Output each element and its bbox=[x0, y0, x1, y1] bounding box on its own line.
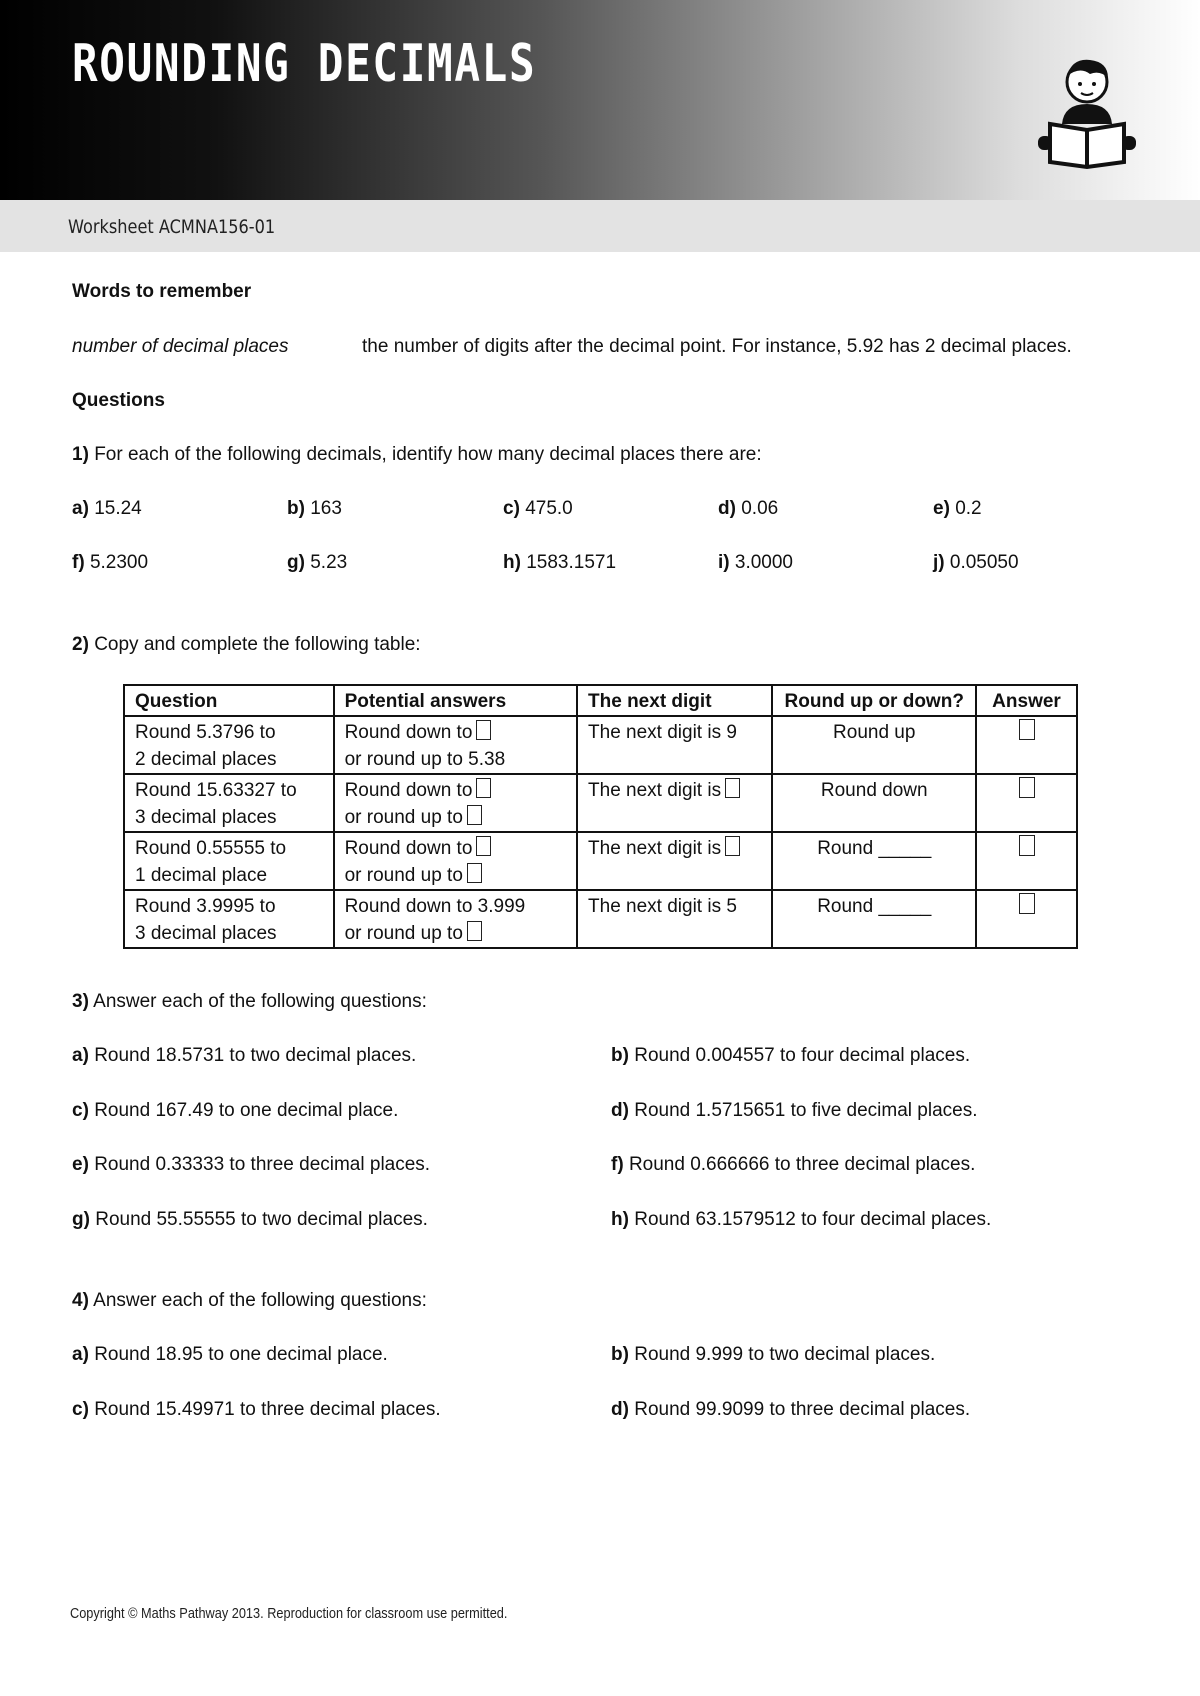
question-cell bbox=[124, 774, 334, 832]
item-text: Round 99.9099 to three decimal places. bbox=[634, 1398, 971, 1420]
answer-box[interactable] bbox=[1019, 893, 1035, 914]
potential-answers-cell bbox=[334, 832, 577, 890]
q3-item bbox=[72, 1154, 430, 1176]
next-digit-cell bbox=[577, 890, 772, 948]
item-text: Round 18.5731 to two decimal places. bbox=[94, 1045, 417, 1066]
table-row bbox=[124, 832, 1077, 890]
item-label: i) bbox=[718, 552, 730, 573]
round-up-text: or round up to bbox=[344, 923, 463, 944]
glossary-definition: the number of digits after the decimal point. For instance, 5.92 has 2 decimal places. bbox=[362, 336, 1072, 357]
question-line-1: Round 5.3796 to bbox=[135, 722, 276, 743]
table-row bbox=[124, 890, 1077, 948]
item-label: a) bbox=[72, 498, 89, 519]
worksheet-title: ROUNDING DECIMALS bbox=[72, 34, 537, 94]
answer-box[interactable] bbox=[725, 836, 740, 856]
q4-prompt: 4) Answer each of the following questions: bbox=[72, 1290, 427, 1311]
words-heading: Words to remember bbox=[72, 281, 252, 302]
question-line-2: 3 decimal places bbox=[135, 923, 277, 944]
answer-box[interactable] bbox=[467, 863, 482, 883]
item-label: e) bbox=[933, 498, 950, 519]
question-cell bbox=[124, 890, 334, 948]
header-answer: Answer bbox=[976, 685, 1077, 716]
round-up-line bbox=[345, 920, 566, 947]
round-down-text: Round down to bbox=[344, 780, 473, 801]
q1-item bbox=[287, 552, 347, 574]
item-text: Round 63.1579512 to four decimal places. bbox=[634, 1208, 992, 1230]
answer-cell bbox=[976, 774, 1077, 832]
q2-prompt: 2) Copy and complete the following table: bbox=[72, 634, 421, 655]
q1-item bbox=[503, 498, 573, 520]
q4-item bbox=[72, 1399, 441, 1421]
round-down-text: Round down to bbox=[344, 838, 473, 859]
round-down-text: Round down to 3.999 bbox=[344, 896, 526, 917]
answer-box[interactable] bbox=[467, 805, 482, 825]
answer-box[interactable] bbox=[476, 836, 491, 856]
item-label: d) bbox=[718, 498, 736, 519]
q3-item bbox=[611, 1209, 991, 1231]
q4-item bbox=[72, 1344, 388, 1366]
round-direction-cell: Round _____ bbox=[772, 832, 976, 890]
round-direction-cell: Round up bbox=[772, 716, 976, 774]
header-potential-answers: Potential answers bbox=[334, 685, 577, 716]
next-digit-cell bbox=[577, 716, 772, 774]
potential-answers-cell bbox=[334, 716, 577, 774]
round-up-text: or round up to bbox=[344, 865, 463, 886]
round-up-text: or round up to bbox=[344, 807, 463, 828]
item-label: a) bbox=[72, 1045, 89, 1066]
question-cell bbox=[124, 716, 334, 774]
round-direction-cell: Round _____ bbox=[772, 890, 976, 948]
item-label: h) bbox=[503, 552, 521, 573]
q4-item bbox=[611, 1344, 935, 1366]
q1-item bbox=[933, 552, 1019, 574]
answer-box[interactable] bbox=[1019, 777, 1035, 798]
round-up-line bbox=[345, 804, 566, 831]
next-digit-text: The next digit is bbox=[588, 780, 722, 801]
item-label: d) bbox=[611, 1398, 629, 1420]
item-label: c) bbox=[503, 498, 520, 519]
round-up-line bbox=[345, 746, 566, 773]
rounding-table bbox=[123, 684, 1078, 949]
question-line-2: 2 decimal places bbox=[135, 749, 277, 770]
next-digit-text: The next digit is 9 bbox=[588, 722, 737, 743]
worksheet-code: Worksheet ACMNA156-01 bbox=[68, 216, 276, 238]
item-value: 15.24 bbox=[94, 498, 142, 519]
item-label: b) bbox=[611, 1344, 629, 1365]
question-line-2: 3 decimal places bbox=[135, 807, 277, 828]
answer-box[interactable] bbox=[476, 720, 491, 740]
item-value: 0.06 bbox=[741, 498, 779, 519]
item-value: 5.2300 bbox=[89, 552, 149, 573]
item-label: j) bbox=[933, 552, 945, 573]
next-digit-text: The next digit is 5 bbox=[588, 896, 737, 917]
item-value: 0.2 bbox=[955, 498, 982, 519]
answer-box[interactable] bbox=[1019, 719, 1035, 740]
item-text: Round 0.33333 to three decimal places. bbox=[94, 1154, 431, 1175]
q3-item bbox=[72, 1209, 428, 1231]
next-digit-text: The next digit is bbox=[588, 838, 722, 859]
answer-cell bbox=[976, 832, 1077, 890]
potential-answers-cell bbox=[334, 890, 577, 948]
item-value: 3.0000 bbox=[734, 552, 794, 573]
header-next-digit: The next digit bbox=[577, 685, 772, 716]
student-reading-icon bbox=[1032, 52, 1142, 172]
q3-item bbox=[611, 1154, 975, 1176]
answer-box[interactable] bbox=[1019, 835, 1035, 856]
q1-item bbox=[72, 552, 148, 574]
q1-item bbox=[718, 552, 793, 574]
glossary-term: number of decimal places bbox=[72, 336, 289, 357]
round-down-text: Round down to bbox=[344, 722, 473, 743]
item-value: 1583.1571 bbox=[526, 552, 617, 573]
item-value: 163 bbox=[310, 498, 342, 519]
answer-box[interactable] bbox=[467, 921, 482, 941]
item-label: f) bbox=[72, 552, 85, 573]
q3-item bbox=[611, 1100, 978, 1122]
q4-item bbox=[611, 1399, 970, 1421]
q1-item bbox=[287, 498, 342, 520]
item-text: Round 9.999 to two decimal places. bbox=[634, 1344, 936, 1365]
item-value: 5.23 bbox=[310, 552, 348, 573]
potential-answers-cell bbox=[334, 774, 577, 832]
answer-cell bbox=[976, 890, 1077, 948]
table-header-row bbox=[124, 685, 1077, 716]
item-label: g) bbox=[287, 552, 305, 573]
copyright-footer: Copyright © Maths Pathway 2013. Reproduction for classroom use permitted. bbox=[70, 1605, 508, 1622]
q1-item bbox=[933, 498, 982, 520]
round-down-line bbox=[345, 719, 566, 746]
item-label: g) bbox=[72, 1208, 90, 1230]
item-label: a) bbox=[72, 1344, 89, 1365]
item-text: Round 55.55555 to two decimal places. bbox=[95, 1208, 428, 1230]
q1-item bbox=[72, 498, 142, 520]
round-down-line bbox=[345, 835, 566, 862]
question-line-1: Round 0.55555 to bbox=[135, 838, 287, 859]
header-question: Question bbox=[124, 685, 334, 716]
next-digit-cell bbox=[577, 774, 772, 832]
q3-item bbox=[72, 1100, 398, 1122]
header-round-up-or-down: Round up or down? bbox=[772, 685, 976, 716]
round-up-line bbox=[345, 862, 566, 889]
item-text: Round 0.004557 to four decimal places. bbox=[634, 1045, 971, 1066]
question-line-2: 1 decimal place bbox=[135, 865, 268, 886]
item-value: 0.05050 bbox=[949, 552, 1019, 573]
table-row bbox=[124, 716, 1077, 774]
q1-prompt: 1) For each of the following decimals, identify how many decimal places there are: bbox=[72, 444, 762, 465]
item-label: h) bbox=[611, 1208, 629, 1230]
questions-heading: Questions bbox=[72, 390, 165, 411]
item-text: Round 167.49 to one decimal place. bbox=[94, 1099, 399, 1121]
q1-item bbox=[718, 498, 778, 520]
item-label: c) bbox=[72, 1099, 89, 1121]
q1-item bbox=[503, 552, 616, 574]
answer-cell bbox=[976, 716, 1077, 774]
round-up-text: or round up to 5.38 bbox=[344, 749, 506, 770]
item-label: f) bbox=[611, 1154, 624, 1175]
round-down-line bbox=[345, 893, 566, 920]
item-text: Round 15.49971 to three decimal places. bbox=[94, 1398, 441, 1420]
q3-item bbox=[72, 1045, 416, 1067]
q3-prompt: 3) Answer each of the following questions: bbox=[72, 991, 427, 1012]
question-line-1: Round 15.63327 to bbox=[135, 780, 297, 801]
question-cell bbox=[124, 832, 334, 890]
table-row bbox=[124, 774, 1077, 832]
answer-box[interactable] bbox=[476, 778, 491, 798]
item-text: Round 1.5715651 to five decimal places. bbox=[634, 1099, 978, 1121]
item-label: c) bbox=[72, 1398, 89, 1420]
answer-box[interactable] bbox=[725, 778, 740, 798]
question-line-1: Round 3.9995 to bbox=[135, 896, 276, 917]
q3-item bbox=[611, 1045, 970, 1067]
item-text: Round 18.95 to one decimal place. bbox=[94, 1344, 388, 1365]
round-down-line bbox=[345, 777, 566, 804]
next-digit-cell bbox=[577, 832, 772, 890]
header-banner bbox=[0, 0, 1200, 200]
item-value: 475.0 bbox=[525, 498, 573, 519]
item-label: b) bbox=[287, 498, 305, 519]
round-direction-cell: Round down bbox=[772, 774, 976, 832]
item-label: d) bbox=[611, 1099, 629, 1121]
item-label: b) bbox=[611, 1045, 629, 1066]
item-text: Round 0.666666 to three decimal places. bbox=[628, 1154, 976, 1175]
item-label: e) bbox=[72, 1154, 89, 1175]
